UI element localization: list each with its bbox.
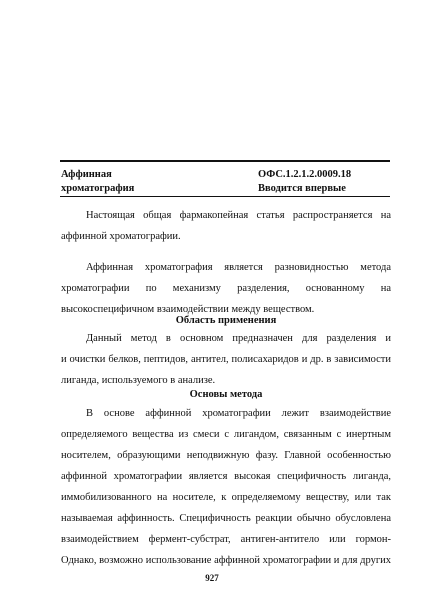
paragraph-line: хроматографии по механизму разделения, основанному на	[61, 283, 391, 294]
monograph-status: Вводится впервые	[258, 183, 346, 194]
paragraph-line: аффинной хроматографии.	[61, 231, 181, 242]
paragraph-line: Данный метод в основном предназначен для разделения и	[86, 333, 391, 344]
paragraph-line: Аффинная хроматография является разновидностью метода	[86, 262, 391, 273]
paragraph-definition	[61, 257, 391, 320]
paragraph-line: называемая аффинность. Специфичность реакции обычно обусловлена	[61, 513, 391, 524]
paragraph-line: иммобилизованного на носителе, к определяемому веществу, или так	[61, 492, 391, 503]
paragraph-line: В основе аффинной хроматографии лежит взаимодействие	[86, 408, 391, 419]
paragraph-line: высокоспецифичном взаимодействии между веществом.	[61, 304, 315, 315]
paragraph-intro	[61, 205, 391, 247]
header-top-rule	[60, 160, 390, 162]
monograph-title-line1: Аффинная	[61, 169, 112, 180]
page-number: 927	[205, 573, 219, 583]
paragraph-scope	[61, 328, 391, 391]
section-heading-scope: Область применения	[175, 315, 277, 326]
monograph-title-line2: хроматография	[61, 183, 135, 194]
paragraph-line: и очистки белков, пептидов, антител, полисахаридов и др. в зависимости	[61, 354, 391, 365]
paragraph-line: взаимодействием фермент-субстрат, антиген-антитело или гормон-	[61, 534, 391, 545]
paragraph-line: носителем, образующими неподвижную фазу. Главной особенностью	[61, 450, 391, 461]
paragraph-line: аффинной хроматографии является высокая специфичность лиганда,	[61, 471, 391, 482]
section-heading-basics: Основы метода	[189, 389, 263, 400]
paragraph-basics	[61, 403, 391, 571]
paragraph-line: Однако, возможно использование аффинной хроматографии и для других	[61, 555, 391, 566]
paragraph-line: Настоящая общая фармакопейная статья распространяется на	[86, 210, 391, 221]
paragraph-line: лиганда, используемого в анализе.	[61, 375, 216, 386]
paragraph-line: определяемого вещества из смеси с лигандом, связанным с инертным	[61, 429, 391, 440]
monograph-code: ОФС.1.2.1.2.0009.18	[258, 169, 352, 180]
header-bottom-rule	[60, 196, 390, 197]
